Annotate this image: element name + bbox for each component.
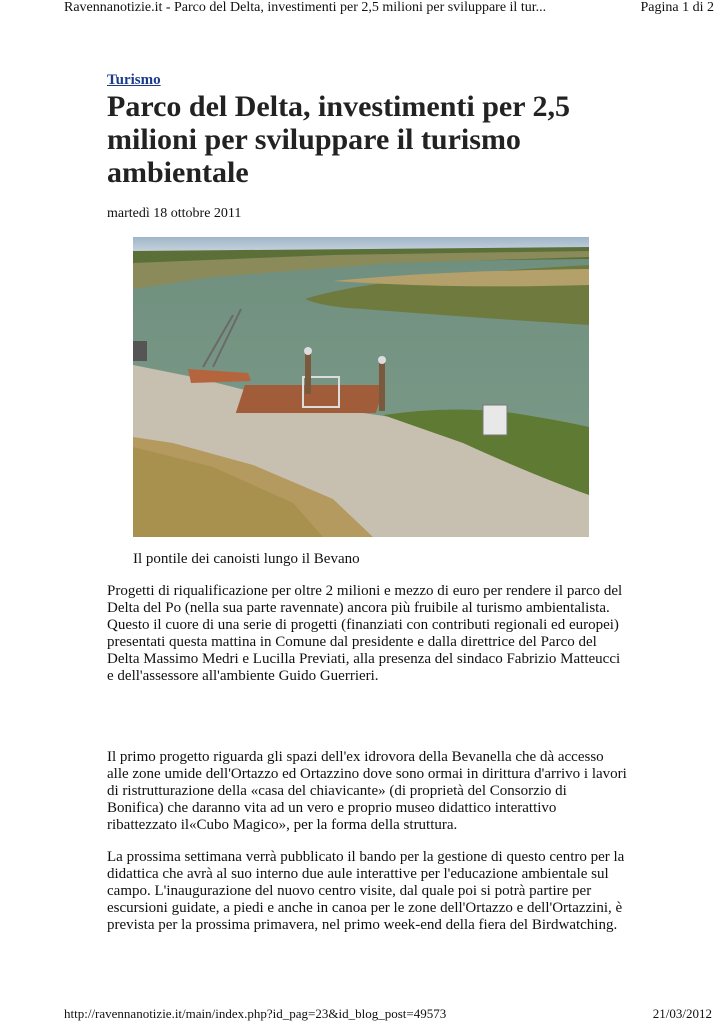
print-header-title: Ravennanotizie.it - Parco del Delta, investimenti per 2,5 milioni per sviluppare il tur... [64, 0, 547, 15]
paragraph-3: La prossima settimana verrà pubblicato il bando per la gestione di questo centro per la didattica che avrà al suo interno due aule interattive per l'educazione ambientale sul campo. L'inaugurazione del nuovo centro visite, dal quale poi si potrà partire per escursioni guidate, a piedi e anche in canoa per le zone dell'Ortazzo e dell'Ortazzini, è prevista per la prossima primavera, nel primo week-end della fiera del Birdwatching. [107, 849, 625, 933]
photo-caption: Il pontile dei canoisti lungo il Bevano [133, 551, 360, 567]
article-date: martedì 18 ottobre 2011 [107, 206, 242, 221]
category-link[interactable]: Turismo [107, 72, 161, 88]
print-footer-url: http://ravennanotizie.it/main/index.php?id_pag=23&id_blog_post=49573 [64, 1006, 447, 1021]
paragraph-2: Il primo progetto riguarda gli spazi dell'ex idrovora della Bevanella che dà accesso alle zone umide dell'Ortazzo ed Ortazzino dove sono ormai in dirittura d'arrivo i lavori di ristrutturazione della «casa del chiavicante» (di proprietà del Consorzio di Bonifica) che daranno vita ad un vero e proprio museo didattico interattivo ribattezzato il«Cubo Magico», per la forma della struttura. [107, 749, 627, 833]
article-title: Parco del Delta, investimenti per 2,5 milioni per sviluppare il turismo ambientale [107, 90, 570, 189]
print-header-page: Pagina 1 di 2 [640, 0, 714, 15]
article-photo [133, 237, 589, 537]
print-footer-date: 21/03/2012 [652, 1006, 712, 1021]
paragraph-1: Progetti di riqualificazione per oltre 2 milioni e mezzo di euro per rendere il parco del Delta del Po (nella sua parte ravennate) ancora più fruibile al turismo ambientalista. Questo il cuore di una serie di progetti (finanziati con contributi regionali ed europei) presentati questa mattina in Comune dal presidente e dalla direttrice del Parco del Delta Massimo Medri e Lucilla Previati, alla presenza del sindaco Fabrizio Matteucci e dell'assessore all'ambiente Guido Guerrieri. [107, 583, 623, 684]
